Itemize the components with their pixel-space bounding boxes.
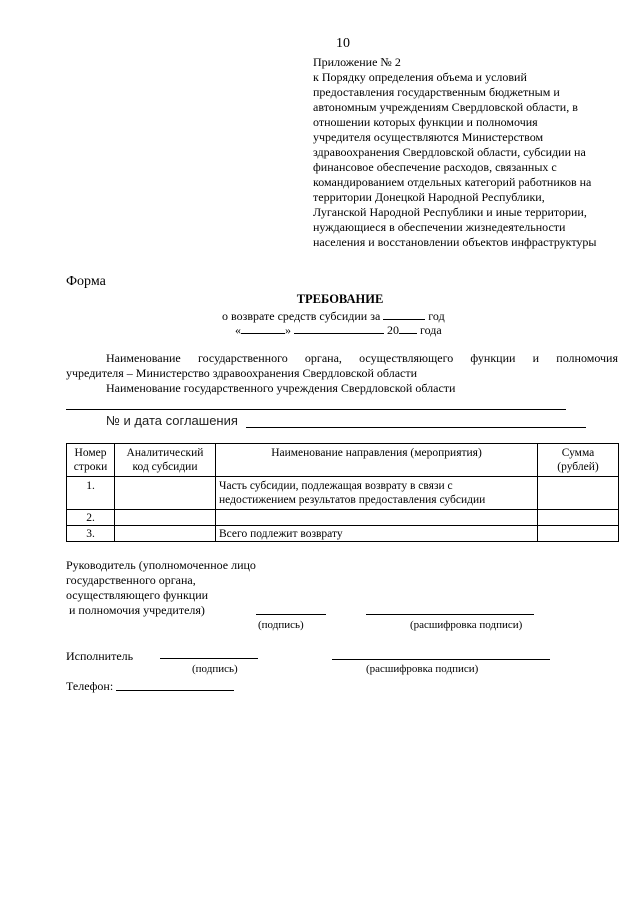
authority-line-1: Наименование государственного органа, осуществляющего функции и полномочия [106,351,618,365]
appendix-line: автономным учреждениям Свердловской области, в [313,100,578,114]
row-code-cell[interactable] [115,526,216,542]
document-title: ТРЕБОВАНИЕ [296,292,384,306]
row-name: Всего подлежит возврату [216,526,538,542]
month-field[interactable] [294,322,384,334]
refund-table [66,443,619,542]
decode-caption: (расшифровка подписи) [410,619,523,631]
form-label: Форма [66,274,106,289]
row-code-cell[interactable] [115,510,216,526]
appendix-line: нуждающиеся в обеспечении жизнедеятельности [313,220,566,234]
table-row [67,510,619,526]
appendix-line: к Порядку определения объема и условий [313,70,527,84]
quote-close: » [285,323,291,337]
signature-caption: (подпись) [258,619,304,631]
phone-field[interactable] [116,690,234,691]
appendix-line: командированием отдельных категорий работников на [313,175,592,189]
period-field[interactable] [383,308,425,320]
row-sum-cell[interactable] [538,510,619,526]
row-sum-cell[interactable] [538,526,619,542]
appendix-line: Луганской Народной Республики и иные территории, [313,205,587,219]
head-line: и полномочия учредителя) [66,603,205,617]
appendix-line: отношении которых функции и полномочия [313,115,538,129]
table-row [67,526,619,542]
authority-line-2: учредителя – Министерство здравоохранения Свердловской области [66,366,418,380]
quote-open: « [235,323,241,337]
row-name: Часть субсидии, подлежащая возврату в связи с недостижением результатов предоставления субсидии [216,477,538,510]
row-sum-cell[interactable] [538,477,619,510]
page-number: 10 [336,36,350,51]
subtitle-suffix: год [428,309,445,323]
head-line: государственного органа, [66,573,196,587]
subtitle-prefix: о возврате средств субсидии за [222,309,381,323]
appendix-line: учредителя осуществляются Министерством [313,130,544,144]
appendix-header [313,55,623,250]
executor-label: Исполнитель [66,649,134,663]
appendix-line: здравоохранения Свердловской области, субсидии на [313,145,586,159]
institution-name-field[interactable] [66,409,566,410]
head-line: осуществляющего функции [66,588,209,602]
subtitle-line-2 [235,322,442,338]
head-decode-line[interactable] [366,614,534,615]
header-num: Номер строки [67,444,115,477]
appendix-line: Приложение № 2 [313,55,401,69]
header-code: Аналитический код субсидии [115,444,216,477]
row-name-cell[interactable] [216,510,538,526]
row-num: 3. [67,526,115,542]
head-signature-label [66,558,256,618]
day-field[interactable] [241,322,285,334]
appendix-line: предоставления государственным бюджетным и [313,85,560,99]
head-line: Руководитель (уполномоченное лицо [66,558,256,572]
year-field[interactable] [399,322,417,334]
header-sum: Сумма (рублей) [538,444,619,477]
appendix-line: финансовое обеспечение расходов, связанных с [313,160,557,174]
executor-decode-line[interactable] [332,659,550,660]
table-row [67,477,619,510]
year-suffix: года [420,323,442,337]
table-header-row [67,444,619,477]
year-prefix: 20 [387,323,399,337]
appendix-line: населения и восстановлении объектов инфраструктуры [313,235,597,249]
executor-decode-caption: (расшифровка подписи) [366,663,479,675]
row-num: 1. [67,477,115,510]
executor-signature-caption: (подпись) [192,663,238,675]
institution-label: Наименование государственного учреждения Свердловской области [106,381,456,395]
row-num: 2. [67,510,115,526]
appendix-line: территории Донецкой Народной Республики, [313,190,545,204]
phone-label: Телефон: [66,679,114,693]
header-name: Наименование направления (мероприятия) [216,444,538,477]
agreement-label: № и дата соглашения [106,413,238,428]
executor-signature-line[interactable] [160,658,258,659]
agreement-field[interactable] [246,427,586,428]
head-signature-line[interactable] [256,614,326,615]
row-code-cell[interactable] [115,477,216,510]
authority-paragraph [66,351,618,381]
